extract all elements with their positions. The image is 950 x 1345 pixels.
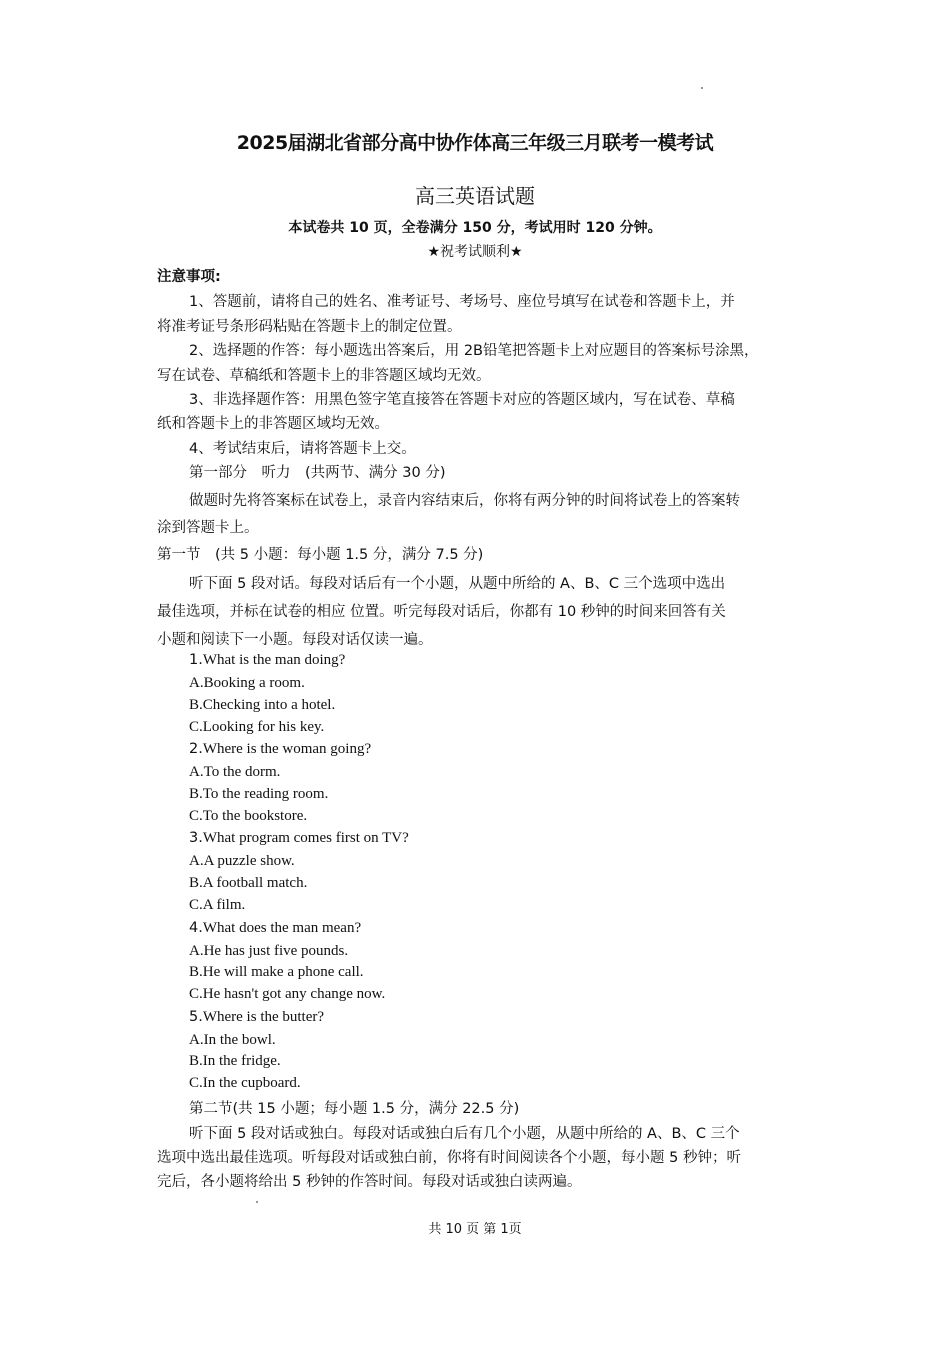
option-c: C.In the cupboard.	[189, 1075, 301, 1091]
section2-intro: 选项中选出最佳选项。听每段对话或独白前，你将有时间阅读各个小题，每小题 5 秒钟；听	[157, 1150, 741, 1166]
option-b: B.Checking into a hotel.	[189, 697, 336, 713]
section1-intro: 最佳选项，并标在试卷的相应 位置。听完每段对话后，你都有 10 秒钟的时间来回答有关	[157, 604, 726, 620]
option-c: C.Looking for his key.	[189, 719, 325, 735]
notice-line: 1、答题前，请将自己的姓名、准考证号、考场号、座位号填写在试卷和答题卡上，并	[189, 294, 735, 310]
option-b: B.He will make a phone call.	[189, 964, 364, 980]
question-4	[189, 920, 361, 937]
section1-heading: 第一节 (共 5 小题：每小题 1.5 分，满分 7.5 分)	[157, 547, 484, 563]
option-b: B.In the fridge.	[189, 1053, 281, 1069]
notice-line: 写在试卷、草稿纸和答题卡上的非答题区域均无效。	[157, 368, 491, 384]
question-text: What is the man doing?	[202, 652, 346, 668]
exam-title: 2025届湖北省部分高中协作体高三年级三月联考一模考试	[236, 132, 714, 154]
option-a: A.Booking a room.	[189, 675, 305, 691]
notice-line: 2、选择题的作答：每小题选出答案后，用 2B铅笔把答题卡上对应题目的答案标号涂黑，	[189, 343, 759, 359]
section2-intro: 完后，各小题将给出 5 秒钟的作答时间。每段对话或独白读两遍。	[157, 1174, 582, 1190]
notice-line: 将准考证号条形码粘贴在答题卡上的制定位置。	[157, 319, 462, 335]
option-c: C.A film.	[189, 897, 246, 913]
option-b: B.To the reading room.	[189, 786, 329, 802]
part1-heading: 第一部分 听力 (共两节、满分 30 分)	[189, 465, 446, 481]
question-number: 2.	[189, 741, 203, 757]
section2-intro: 听下面 5 段对话或独白。每段对话或独白后有几个小题，从题中所给的 A、B、C 三个	[189, 1126, 740, 1142]
page-footer: 共 10 页 第 1页	[428, 1222, 522, 1237]
notice-line: 4、考试结束后，请将答题卡上交。	[189, 441, 416, 457]
section1-intro: 小题和阅读下一小题。每段对话仅读一遍。	[157, 632, 433, 648]
scan-dot	[701, 87, 703, 89]
exam-info: 本试卷共 10 页，全卷满分 150 分，考试用时 120 分钟。	[288, 220, 662, 236]
option-c: C.To the bookstore.	[189, 808, 308, 824]
notice-line: 纸和答题卡上的非答题区域均无效。	[157, 416, 389, 432]
option-a: A.He has just five pounds.	[189, 943, 349, 959]
option-a: A.In the bowl.	[189, 1032, 276, 1048]
section1-intro: 听下面 5 段对话。每段对话后有一个小题，从题中所给的 A、B、C 三个选项中选出	[189, 576, 726, 592]
question-3	[189, 830, 409, 847]
scan-dot	[256, 1201, 258, 1203]
question-5	[189, 1009, 324, 1026]
question-number: 5.	[189, 1009, 203, 1025]
option-a: A.To the dorm.	[189, 764, 281, 780]
subject-title: 高三英语试题	[415, 184, 535, 208]
question-text: What does the man mean?	[202, 920, 362, 936]
good-luck-wish: ★祝考试顺利★	[427, 244, 523, 260]
notice-line: 3、非选择题作答：用黑色签字笔直接答在答题卡对应的答题区域内，写在试卷、草稿	[189, 392, 735, 408]
part1-intro: 做题时先将答案标在试卷上，录音内容结束后，你将有两分钟的时间将试卷上的答案转	[189, 493, 740, 509]
section2-heading: 第二节(共 15 小题；每小题 1.5 分，满分 22.5 分)	[189, 1101, 520, 1117]
question-text: Where is the butter?	[202, 1009, 325, 1025]
question-text: Where is the woman going?	[202, 741, 372, 757]
notice-heading: 注意事项:	[157, 269, 221, 285]
option-a: A.A puzzle show.	[189, 853, 295, 869]
question-1	[189, 652, 345, 669]
question-text: What program comes first on TV?	[202, 830, 409, 846]
question-number: 1.	[189, 652, 203, 668]
question-2	[189, 741, 371, 758]
part1-intro: 涂到答题卡上。	[157, 520, 259, 536]
question-number: 3.	[189, 830, 203, 846]
question-number: 4.	[189, 920, 203, 936]
option-b: B.A football match.	[189, 875, 308, 891]
option-c: C.He hasn't got any change now.	[189, 986, 386, 1002]
